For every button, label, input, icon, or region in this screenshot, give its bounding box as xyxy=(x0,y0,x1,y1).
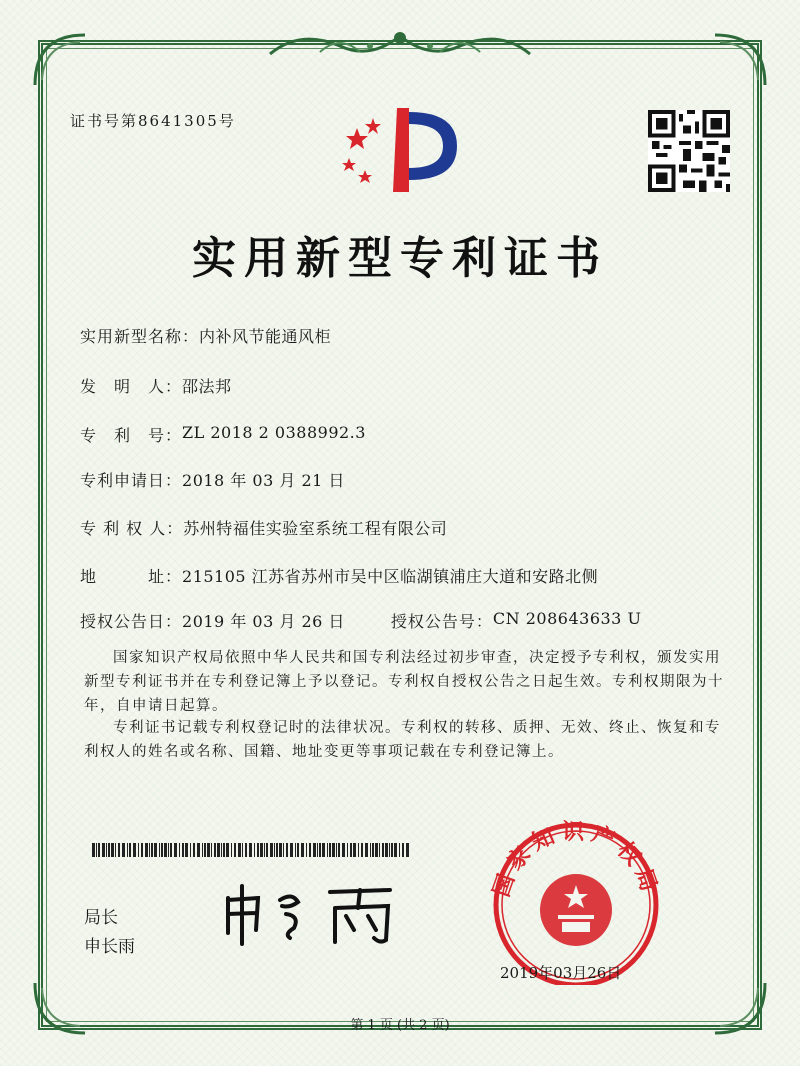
field-label: 专 利 权 人： xyxy=(80,519,184,538)
legal-paragraph: 国家知识产权局依照中华人民共和国专利法经过初步审查，决定授予专利权，颁发实用新型专利证书并在专利登记簿上予以登记。专利权自授权公告之日起生效。专利权期限为十年，自申请日起算。 xyxy=(84,650,724,714)
corner-ornament-icon xyxy=(710,30,770,90)
field-label: 实用新型名称： xyxy=(80,327,200,346)
field-label: 专利申请日： xyxy=(80,471,183,490)
page-number: 第 1 页 (共 2 页) xyxy=(350,1018,450,1033)
seal-date: 2019年03月26日 xyxy=(500,964,622,982)
corner-ornament-icon xyxy=(30,30,90,90)
field-value: 内补风节能通风柜 xyxy=(199,327,332,346)
field-grant-info xyxy=(80,609,641,632)
field-inventor xyxy=(80,374,232,397)
field-value: 215105 江苏省苏州市吴中区临湖镇浦庄大道和安路北侧 xyxy=(182,567,599,586)
field-value: 邵法邦 xyxy=(182,377,232,396)
director-title: 局长 xyxy=(84,908,118,928)
field-value: ZL 2018 2 0388992.3 xyxy=(182,423,366,442)
field-label: 授权公告号： xyxy=(390,612,493,631)
field-label: 地 址： xyxy=(80,567,183,586)
legal-paragraph: 专利证书记载专利权登记时的法律状况。专利权的转移、质押、无效、终止、恢复和专利权人的姓名或名称、国籍、地址变更等事项记载在专利登记簿上。 xyxy=(84,720,721,760)
field-filing-date xyxy=(80,468,345,491)
field-patent-number xyxy=(80,423,366,446)
signature-icon xyxy=(220,878,420,948)
field-value: 2018 年 03 月 21 日 xyxy=(182,471,345,490)
qr-code-icon xyxy=(648,110,730,192)
field-value: 苏州特福佳实验室系统工程有限公司 xyxy=(183,519,448,538)
field-value: CN 208643633 U xyxy=(492,609,642,628)
field-patentee xyxy=(80,516,447,539)
certificate-number: 证书号第8641305号 xyxy=(70,112,236,130)
field-label: 授权公告日： xyxy=(80,612,183,631)
field-utility-model-name xyxy=(80,324,331,347)
field-address xyxy=(80,564,598,587)
field-label: 专 利 号： xyxy=(80,426,183,445)
field-label: 发 明 人： xyxy=(80,377,183,396)
seal-text: 国家知识产权局 xyxy=(488,819,664,901)
barcode-icon xyxy=(92,843,412,857)
floral-ornament-icon xyxy=(260,24,540,64)
official-seal-icon xyxy=(476,815,676,985)
director-name: 申长雨 xyxy=(84,937,135,957)
certificate-title: 实用新型专利证书 xyxy=(192,233,608,284)
patent-office-logo-icon xyxy=(335,100,465,200)
field-value: 2019 年 03 月 26 日 xyxy=(182,612,345,631)
